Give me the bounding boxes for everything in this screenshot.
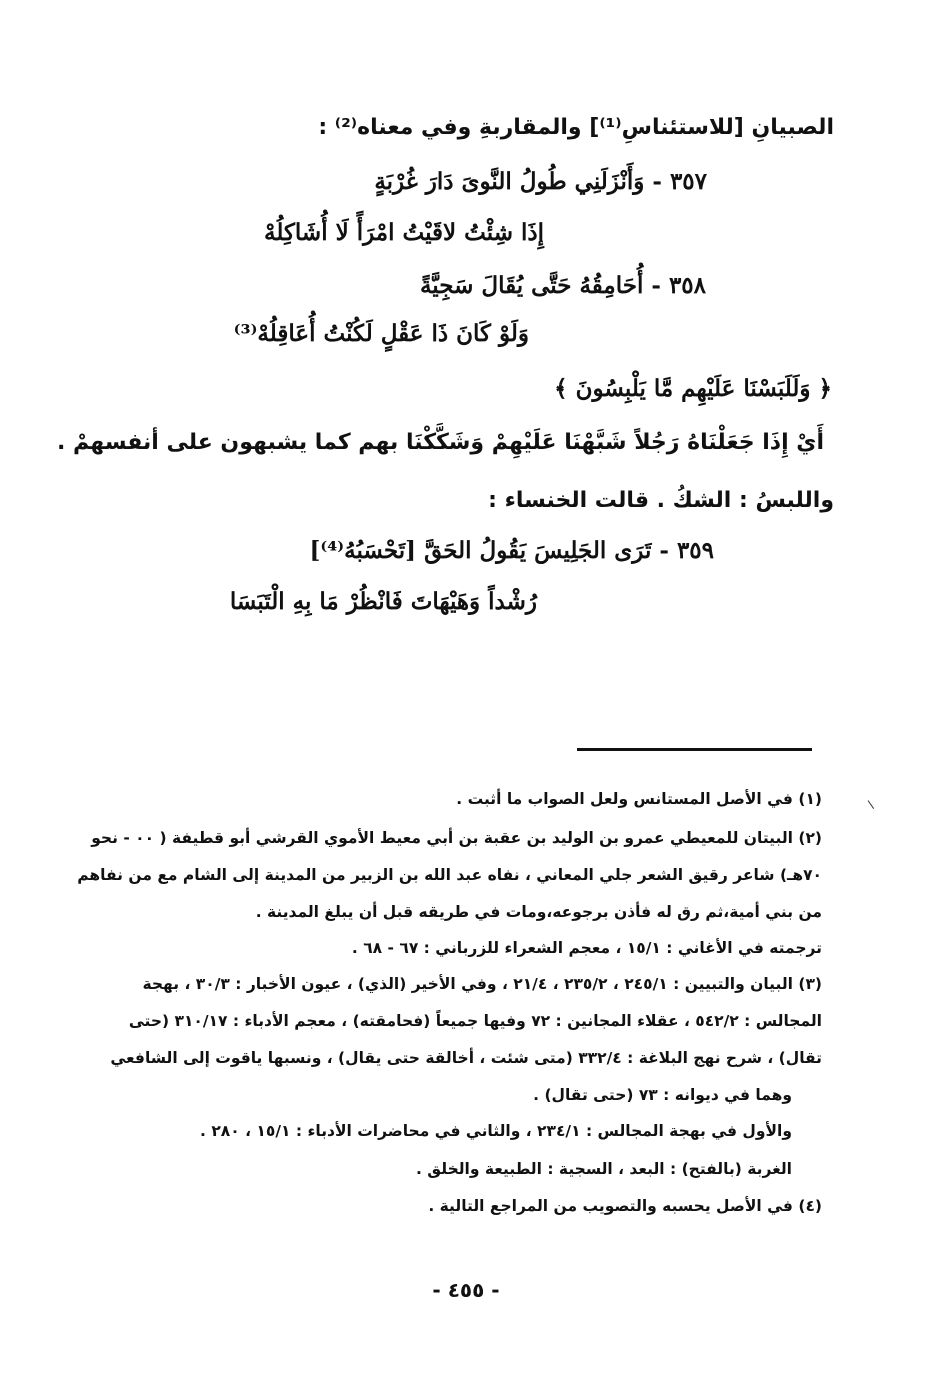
page-number: - ٤٥٥ -: [432, 1278, 500, 1302]
lubs-definition-line: واللبسُ : الشكُ . قالت الخنساء :: [488, 488, 834, 513]
footnote-3-line-4: وهما في ديوانه : ٧٣ (حتى تقال) .: [533, 1086, 792, 1104]
verse-359-second-hemistich: رُشْداً وَهَيْهَاتَ فَانْظُرْ مَا بِهِ الْتَبَسَا: [229, 588, 537, 615]
intro-line: الصبيانِ [للاستئناسِ⁽¹⁾] والمقاربةِ وفي معناه⁽²⁾ :: [318, 115, 834, 140]
footnote-separator: [577, 748, 812, 751]
footnote-2-line-1: (٢) البيتان للمعيطي عمرو بن الوليد بن عقبة بن أبي معيط الأموي القرشي أبو قطيفة ( ٠٠ - نحو: [91, 829, 822, 847]
footnote-4: (٤) في الأصل يحسبه والتصويب من المراجع التالية .: [428, 1197, 822, 1215]
verse-357-first-hemistich: ٣٥٧ - وَأَنْزَلَنِي طُولُ النَّوىَ دَارَ غُرْبَةٍ: [374, 168, 707, 195]
verse-358-first-hemistich: ٣٥٨ - أُحَامِقُهُ حَتَّى يُقَالَ سَجِيَّةً: [419, 272, 706, 299]
verse-358-second-hemistich: وَلَوْ كَانَ ذَا عَقْلٍ لَكُنْتُ أُعَاقِلُهْ⁽³⁾: [233, 320, 529, 347]
footnote-3-line-5: والأول في بهجة المجالس : ٢٣٤/١ ، والثاني في محاضرات الأدباء : ١٥/١ ، ٢٨٠ .: [200, 1122, 792, 1140]
verse-359-first-hemistich: ٣٥٩ - تَرَى الجَلِيسَ يَقُولُ الحَقَّ [تَحْسَبُهُ⁽⁴⁾]: [309, 537, 714, 564]
footnote-2-line-4: ترجمته في الأغاني : ١٥/١ ، معجم الشعراء للزرباني : ٦٧ - ٦٨ .: [351, 939, 822, 957]
footnote-1: (١) في الأصل المستانس ولعل الصواب ما أثبت .: [456, 790, 822, 808]
explanation-line: أَيْ إِذَا جَعَلْنَاهُ رَجُلاً شَبَّهْنَا عَلَيْهِمْ وَشَكَّكْنَا بهم كما يشبهون على أنفسهمْ .: [57, 430, 824, 455]
verse-357-second-hemistich: إِذَا شِئْتُ لاقَيْتُ امْرَأً لَا أُشَاكِلُهْ: [264, 219, 544, 246]
quran-verse: ﴿ وَلَلَبَسْنَا عَلَيْهِم مَّا يَلْبِسُونَ ﴾: [554, 375, 832, 402]
footnote-2-line-3: من بني أمية،ثم رق له فأذن برجوعه،ومات في طريقه قبل أن يبلغ المدينة .: [255, 903, 822, 921]
footnote-3-line-3: تقال) ، شرح نهج البلاغة : ٣٣٢/٤ (متى شئت ، أخالقة حتى يقال) ، ونسبها ياقوت إلى الشافعي: [110, 1049, 822, 1067]
stray-scan-mark: [868, 800, 875, 809]
footnote-2-line-2: ٧٠هـ) شاعر رقيق الشعر جلي المعاني ، نفاه عبد الله بن الزبير من المدينة إلى الشام مع من نفاهم: [77, 866, 822, 884]
footnote-3-line-6: الغربة (بالفتح) : البعد ، السجية : الطبيعة والخلق .: [415, 1160, 792, 1178]
footnote-3-line-1: (٣) البيان والتبيين : ٢٤٥/١ ، ٢٣٥/٢ ، ٢١/٤ ، وفي الأخير (الذي) ، عيون الأخبار : ٣٠/٣ ، بهجة: [142, 975, 822, 993]
footnote-3-line-2: المجالس : ٥٤٢/٢ ، عقلاء المجانين : ٧٢ وفيها جميعاً (فحامقته) ، معجم الأدباء : ٣١٠/١٧ (حتى: [128, 1012, 822, 1030]
